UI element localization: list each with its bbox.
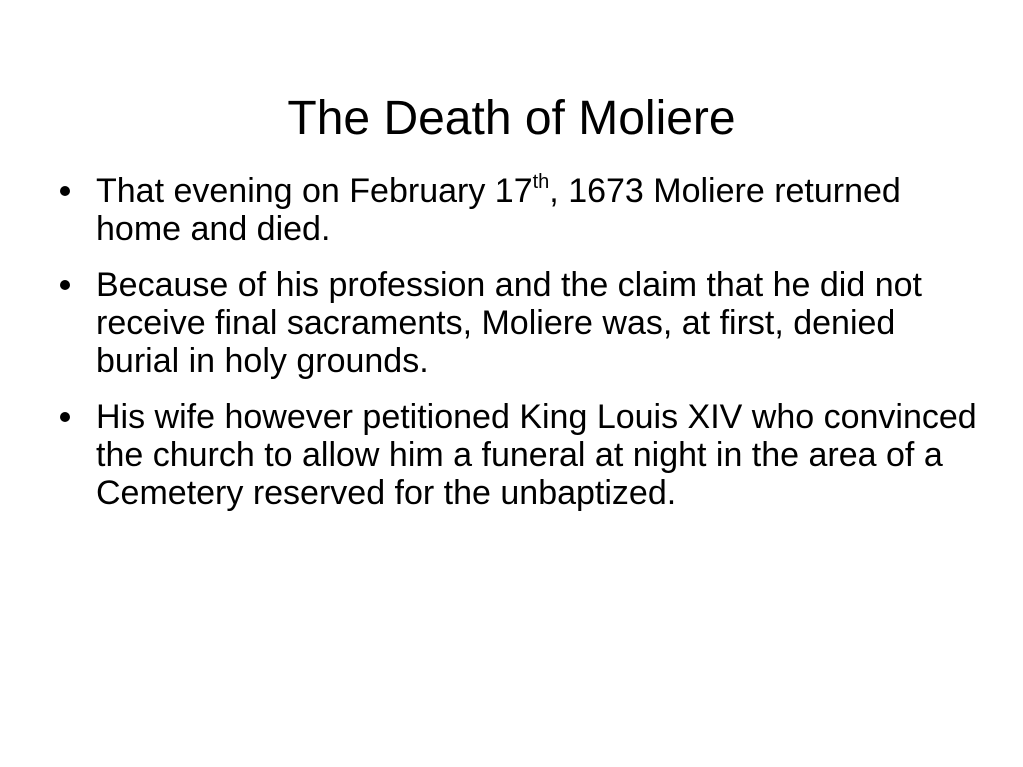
bullet-item-2 — [60, 266, 980, 380]
bullet-item-3 — [60, 398, 980, 512]
bullet-text-part: That evening on February 17 — [96, 172, 533, 210]
bullet-dot-icon — [60, 280, 70, 290]
bullet-list — [60, 172, 980, 530]
bullet-text — [96, 172, 901, 248]
ordinal-superscript: th — [532, 171, 550, 193]
bullet-text: Because of his profession and the claim that he did not receive final sacraments, Moliere was, at first, denied burial in holy grounds. — [96, 266, 922, 380]
bullet-text: His wife however petitioned King Louis XIV who convinced the church to allow him a funeral at night in the area of a Cemetery reserved for the unbaptized. — [96, 398, 977, 512]
slide-title: The Death of Moliere — [287, 92, 736, 146]
bullet-text-part: , 1673 Moliere returned home and died. — [96, 172, 901, 248]
bullet-item-1 — [60, 172, 980, 248]
bullet-dot-icon — [60, 186, 70, 196]
bullet-dot-icon — [60, 412, 70, 422]
